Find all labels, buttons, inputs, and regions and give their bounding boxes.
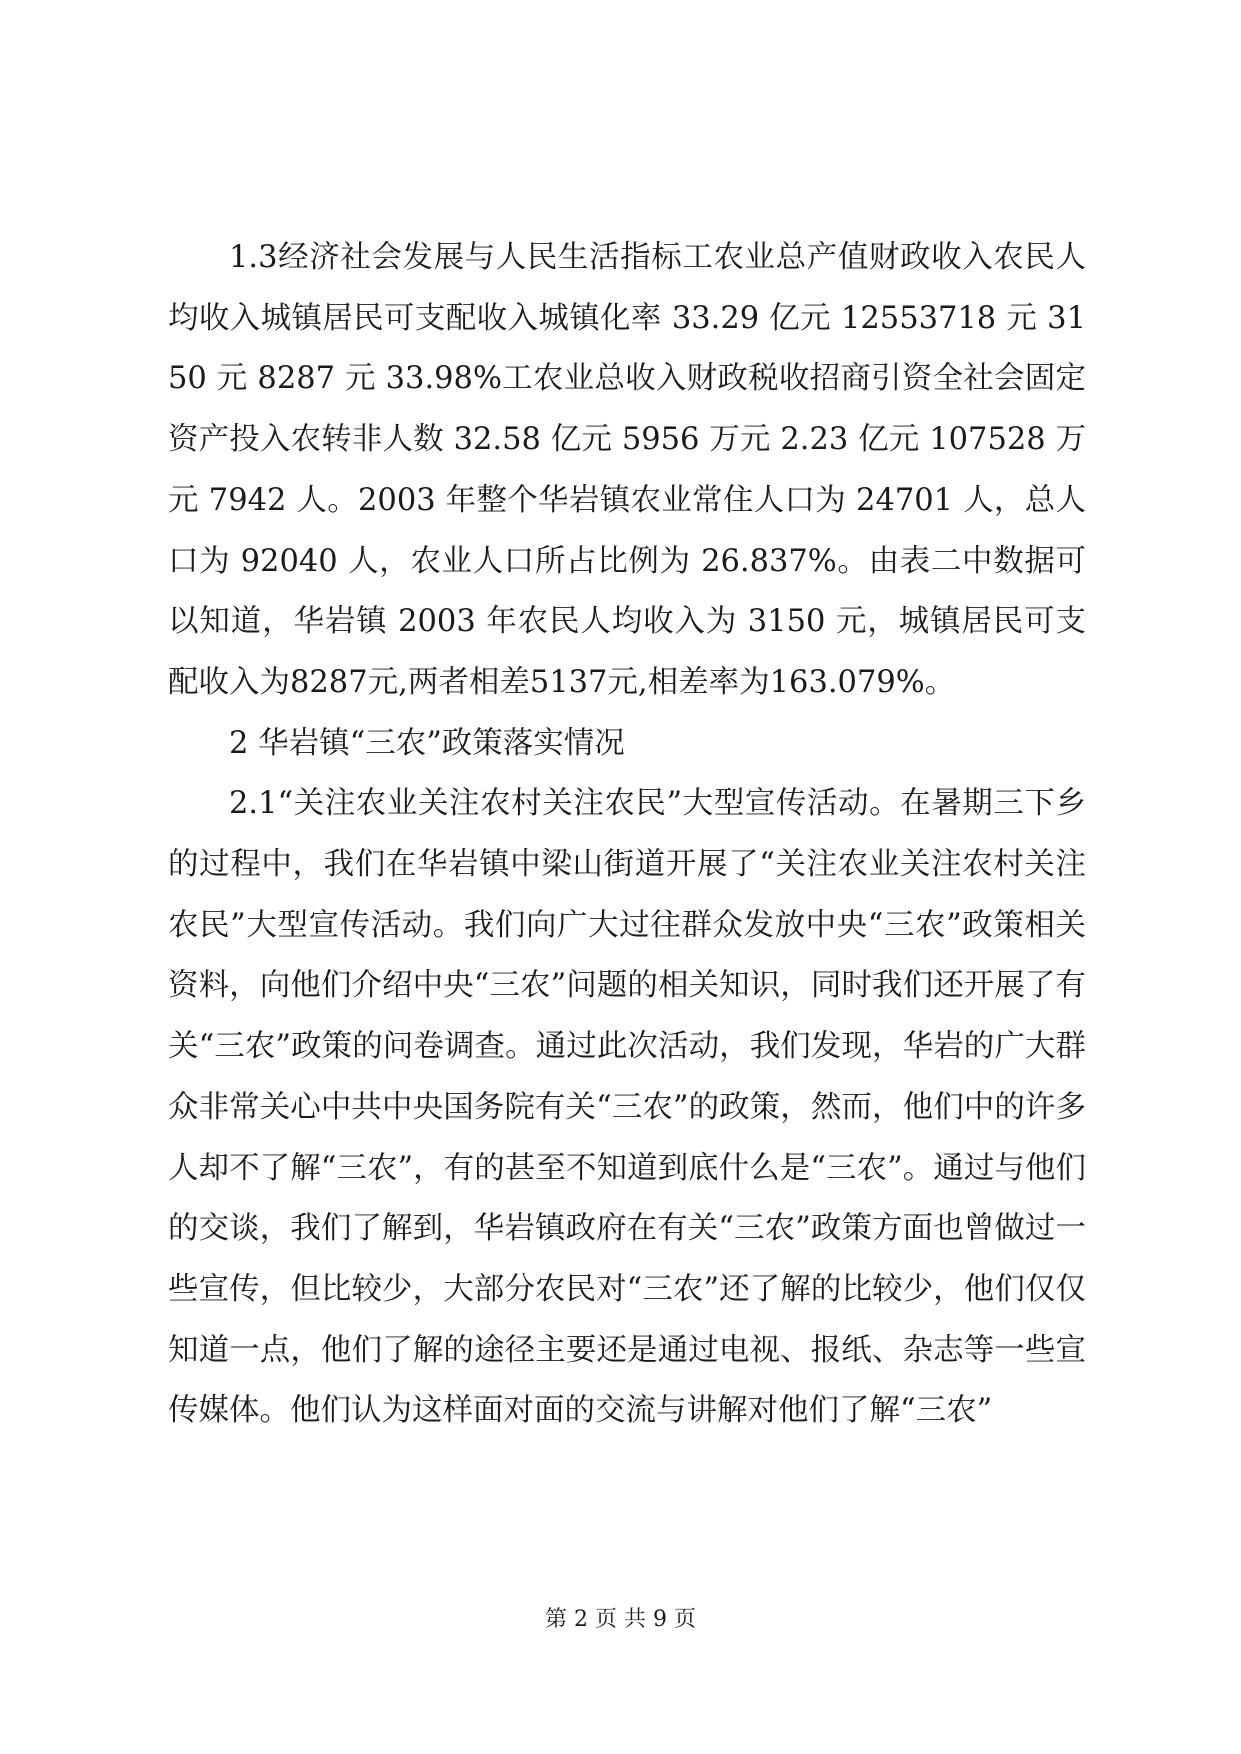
document-body	[168, 228, 1086, 1442]
paragraph-economic-indicators: 1.3经济社会发展与人民生活指标工农业总产值财政收入农民人均收入城镇居民可支配收入城镇化率 33.29 亿元 12553718 元 3150 元 8287 元 33.98%工农业总收入财政税收招商引资全社会固定资产投入农转非人数 32.58 亿元 5956 万元 2.23 亿元 107528 万元 7942 人。2003 年整个华岩镇农业常住人口为 24701 人，总人口为 92040 人，农业人口所占比例为 26.837%。由表二中数据可以知道，华岩镇 2003 年农民人均收入为 3150 元，城镇居民可支配收入为8287元,两者相差5137元,相差率为163.079%。	[168, 240, 1086, 700]
page-number-footer: 第 2 页 共 9 页	[545, 1607, 696, 1632]
paragraph-publicity-campaign: 2.1“关注农业关注农村关注农民”大型宣传活动。在暑期三下乡的过程中，我们在华岩镇中梁山街道开展了“关注农业关注农村关注农民”大型宣传活动。我们向广大过往群众发放中央“三农”政策相关资料，向他们介绍中央“三农”问题的相关知识，同时我们还开展了有关“三农”政策的问卷调查。通过此次活动，我们发现，华岩的广大群众非常关心中共中央国务院有关“三农”的政策，然而，他们中的许多人却不了解“三农”，有的甚至不知道到底什么是“三农”。通过与他们的交谈，我们了解到，华岩镇政府在有关“三农”政策方面也曾做过一些宣传，但比较少，大部分农民对“三农”还了解的比较少，他们仅仅知道一点，他们了解的途径主要还是通过电视、报纸、杂志等一些宣传媒体。他们认为这样面对面的交流与讲解对他们了解“三农”	[168, 786, 1086, 1429]
section-heading-sannong-policy: 2 华岩镇“三农”政策落实情况	[229, 725, 625, 761]
